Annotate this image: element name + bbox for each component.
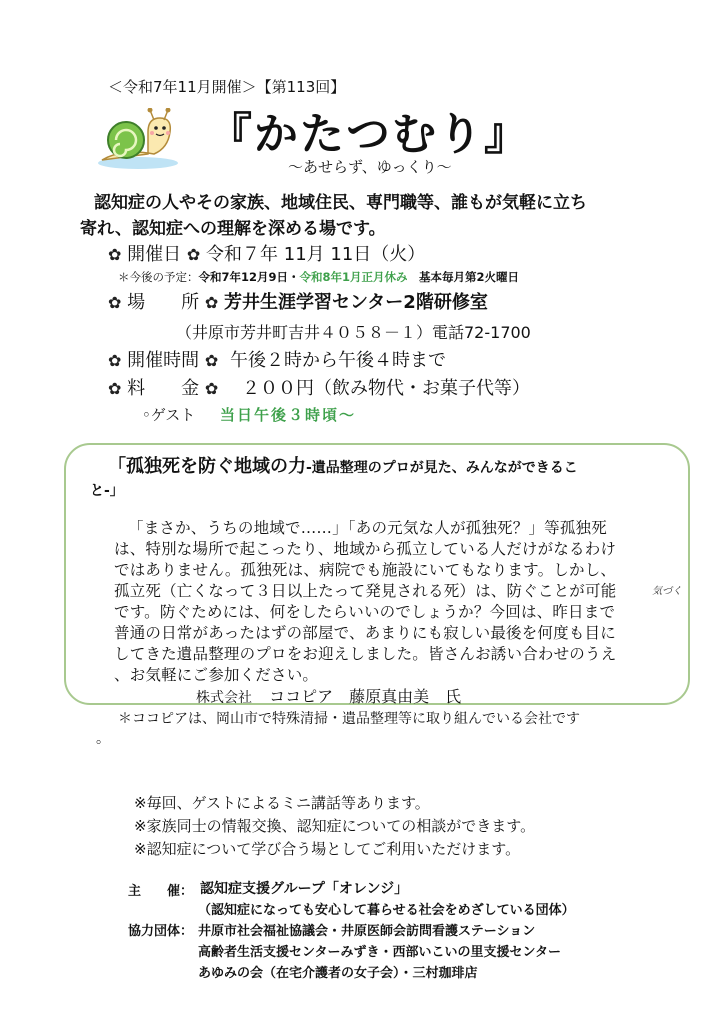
schedule-holiday: 令和8年1月正月休み bbox=[299, 270, 408, 284]
note-item: ※毎回、ゲストによるミニ講話等あります。 bbox=[134, 794, 430, 812]
schedule-prefix: ＊今後の予定： bbox=[118, 270, 199, 284]
guest-row bbox=[142, 404, 356, 425]
page-title: 『かたつむり』 bbox=[208, 109, 530, 160]
date-value: 令和７年 11月 11日（火） bbox=[206, 244, 426, 265]
talk-body-line: です。防ぐためには、何をしたらいいのでしょうか？今回は、昨日まで bbox=[114, 603, 616, 621]
fee-row bbox=[108, 374, 530, 400]
time-label: 開催時間 bbox=[127, 350, 200, 371]
intro-line-2: 寄れ、認知症への理解を深める場です。 bbox=[80, 219, 386, 239]
speaker-name: ココピア 藤原真由美 氏 bbox=[269, 687, 462, 706]
address: （井原市芳井町吉井４０５８－１）電話72-1700 bbox=[176, 323, 531, 342]
date-label: 開催日 bbox=[127, 244, 182, 265]
place-row bbox=[108, 288, 488, 314]
intro-line-1: 認知症の人やその家族、地域住民、専門職等、誰もが気軽に立ち bbox=[94, 193, 587, 213]
snail-icon bbox=[92, 108, 184, 172]
fee-value: ２００円（飲み物代・お菓子代等） bbox=[242, 378, 531, 399]
coop-line-3: あゆみの会（在宅介護者の女子会）・三村珈琲店 bbox=[198, 966, 478, 981]
talk-title-main: 「孤独死を防ぐ地域の力 bbox=[108, 456, 306, 477]
session-info: ＜令和7年11月開催＞【第113回】 bbox=[108, 78, 346, 96]
footnote-line-1: ＊ココピアは、岡山市で特殊清掃・遺品整理等に取り組んでいる会社です bbox=[118, 711, 580, 727]
talk-body-line: してきた遺品整理のプロをお迎えしました。皆さんお誘い合わせのうえ bbox=[114, 645, 617, 663]
handwritten-note: 気づく bbox=[652, 586, 682, 597]
talk-body-line: 、お気軽にご参加ください。 bbox=[114, 666, 319, 684]
flower-icon: ✿ bbox=[108, 379, 122, 398]
time-value: 午後２時から午後４時まで bbox=[230, 350, 447, 371]
flower-icon: ✿ bbox=[108, 293, 122, 312]
flower-icon: ✿ bbox=[204, 351, 219, 370]
host-value: 認知症支援グループ「オレンジ」 bbox=[200, 881, 409, 897]
note-item: ※認知症について学び合う場としてご利用いただけます。 bbox=[134, 840, 521, 858]
schedule-note: 基本毎月第2火曜日 bbox=[419, 270, 520, 284]
time-row bbox=[108, 346, 446, 372]
talk-title bbox=[108, 452, 578, 478]
speaker-company: 株式会社 bbox=[196, 690, 252, 706]
flower-icon: ✿ bbox=[108, 245, 122, 264]
fee-label: 料 金 bbox=[127, 378, 200, 399]
host-description: （認知症になっても安心して暮らせる社会をめざしている団体） bbox=[198, 903, 575, 918]
talk-title-sub: -遺品整理のプロが見た、みんなができるこ bbox=[306, 460, 578, 476]
footnote-line-2: 。 bbox=[96, 731, 110, 747]
speaker bbox=[196, 684, 461, 707]
date-row bbox=[108, 240, 425, 266]
talk-body-line: ではありません。孤独死は、病院でも施設にいてもなります。しかし、 bbox=[114, 561, 617, 579]
flower-icon: ✿ bbox=[108, 351, 122, 370]
coop-line-1: 井原市社会福祉協議会・井原医師会訪問看護ステーション bbox=[198, 924, 536, 939]
schedule-next: 令和7年12月9日・ bbox=[198, 270, 300, 284]
flower-icon: ✿ bbox=[204, 379, 219, 398]
page-subtitle: ～あせらず、ゆっくり～ bbox=[288, 158, 452, 176]
coop-label: 協力団体： bbox=[128, 924, 194, 939]
guest-label: ◦ゲスト bbox=[142, 406, 196, 424]
talk-title-end: と-」 bbox=[90, 483, 124, 499]
flower-icon: ✿ bbox=[186, 245, 201, 264]
flower-icon: ✿ bbox=[204, 293, 219, 312]
talk-body-line: 普通の日常があったはずの部屋で、あまりにも寂しい最後を何度も目に bbox=[114, 624, 616, 642]
coop-line-2: 高齢者生活支援センターみずき・西部いこいの里支援センター bbox=[198, 945, 561, 960]
place-label: 場 所 bbox=[127, 292, 200, 313]
talk-body-line: 「まさか、うちの地域で……」「あの元気な人が孤独死？」等孤独死 bbox=[128, 519, 607, 537]
host-label: 主 催： bbox=[128, 884, 194, 899]
guest-value: 当日午後３時頃～ bbox=[220, 406, 357, 424]
place-value: 芳井生涯学習センター2階研修室 bbox=[224, 292, 488, 313]
schedule-row bbox=[118, 269, 519, 285]
talk-body-line: は、特別な場所で起こったり、地域から孤立している人だけがなるわけ bbox=[114, 540, 617, 558]
note-item: ※家族同士の情報交換、認知症についての相談ができます。 bbox=[134, 817, 536, 835]
talk-body-line: 孤立死（亡くなって３日以上たって発見される死）は、防ぐことが可能 bbox=[114, 582, 617, 600]
